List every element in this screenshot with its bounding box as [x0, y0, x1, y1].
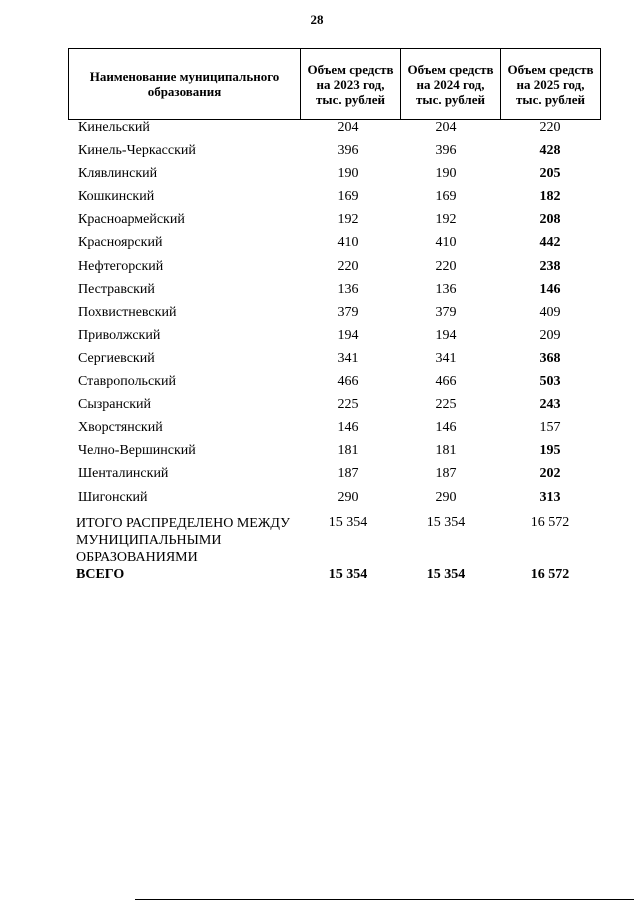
municipality-name: Сызранский [78, 397, 151, 413]
value-2025: 220 [539, 120, 561, 135]
table-row [0, 303, 634, 326]
table-row [0, 187, 634, 210]
value-2025: 442 [539, 235, 561, 251]
header-name-column: Наименование муниципального образования [69, 49, 301, 120]
table-row [0, 464, 634, 487]
table-row [0, 233, 634, 256]
value-2023: 190 [337, 166, 359, 182]
value-2025: 368 [539, 350, 561, 366]
table-row [0, 210, 634, 233]
value-2024: 194 [435, 327, 457, 343]
table-row [0, 164, 634, 187]
value-2023: 410 [337, 235, 359, 251]
value-2024: 181 [435, 443, 457, 459]
value-2024: 466 [435, 374, 457, 390]
grand-total-label: ВСЕГО [76, 567, 125, 582]
value-2025: 157 [539, 420, 561, 436]
total-2024-value: 15 354 [426, 515, 466, 530]
value-2023: 146 [337, 420, 359, 436]
table-row [0, 349, 634, 372]
municipality-name: Красноармейский [78, 212, 185, 228]
value-2024: 204 [435, 120, 457, 135]
table-row [0, 326, 634, 349]
municipality-name: Кинельский [78, 120, 150, 135]
grand-total-2024-value: 15 354 [426, 567, 466, 582]
value-2023: 194 [337, 327, 359, 343]
value-2023: 290 [337, 489, 359, 505]
value-2024: 341 [435, 350, 457, 366]
value-2024: 136 [435, 281, 457, 297]
value-2025: 208 [539, 212, 561, 228]
municipality-name: Нефтегорский [78, 258, 164, 274]
grand-total-2023-value: 15 354 [328, 567, 368, 582]
value-2025: 202 [539, 466, 561, 482]
value-2025: 209 [539, 327, 561, 343]
header-2023-column: Объем средств на 2023 год, тыс. рублей [301, 49, 401, 120]
header-2025-column: Объем средств на 2025 год, тыс. рублей [501, 49, 601, 120]
municipality-name: Приволжский [78, 327, 161, 343]
value-2023: 341 [337, 350, 359, 366]
municipality-name: Сергиевский [78, 350, 155, 366]
table-row [0, 141, 634, 164]
value-2024: 187 [435, 466, 457, 482]
value-2023: 169 [337, 189, 359, 205]
value-2024: 190 [435, 166, 457, 182]
table-row [0, 488, 634, 511]
municipality-name: Кинель-Черкасский [78, 143, 196, 159]
table-body [0, 118, 634, 511]
value-2024: 290 [435, 489, 457, 505]
value-2025: 182 [539, 189, 561, 205]
table-row [0, 418, 634, 441]
total-2025-value: 16 572 [530, 515, 570, 530]
table-row [0, 257, 634, 280]
municipality-name: Клявлинский [78, 166, 158, 182]
value-2024: 225 [435, 397, 457, 413]
table-row [0, 441, 634, 464]
table-header [68, 48, 601, 120]
table-row [0, 372, 634, 395]
value-2025: 428 [539, 143, 561, 159]
municipality-name: Хворстянский [78, 420, 163, 436]
municipality-name: Ставропольский [78, 374, 176, 390]
municipality-name: Похвистневский [78, 304, 177, 320]
value-2023: 220 [337, 258, 359, 274]
municipality-name: Пестравский [78, 281, 155, 297]
value-2025: 313 [539, 489, 561, 505]
header-2024-column: Объем средств на 2024 год, тыс. рублей [401, 49, 501, 120]
table-row [0, 395, 634, 418]
value-2025: 146 [539, 281, 561, 297]
value-2025: 409 [539, 304, 561, 320]
municipality-name: Шигонский [78, 489, 148, 505]
municipality-name: Шенталинский [78, 466, 169, 482]
grand-total-2025-value: 16 572 [530, 567, 570, 582]
value-2024: 379 [435, 304, 457, 320]
total-distributed-label: ИТОГО РАСПРЕДЕЛЕНО МЕЖДУ МУНИЦИПАЛЬНЫМИ ОБРАЗОВАНИЯМИ [76, 516, 290, 565]
municipality-name: Челно-Вершинский [78, 443, 196, 459]
value-2024: 220 [435, 258, 457, 274]
total-2023-value: 15 354 [328, 515, 368, 530]
value-2023: 225 [337, 397, 359, 413]
table-row [0, 118, 634, 141]
municipality-name: Кошкинский [78, 189, 155, 205]
value-2025: 205 [539, 166, 561, 182]
value-2023: 396 [337, 143, 359, 159]
value-2023: 466 [337, 374, 359, 390]
table-row [0, 280, 634, 303]
value-2023: 136 [337, 281, 359, 297]
value-2023: 204 [337, 120, 359, 135]
value-2023: 181 [337, 443, 359, 459]
value-2024: 169 [435, 189, 457, 205]
value-2025: 238 [539, 258, 561, 274]
value-2023: 379 [337, 304, 359, 320]
value-2023: 192 [337, 212, 359, 228]
page-number: 28 [310, 12, 324, 27]
value-2025: 243 [539, 397, 561, 413]
value-2024: 396 [435, 143, 457, 159]
value-2023: 187 [337, 466, 359, 482]
footer-divider [135, 899, 634, 900]
value-2024: 146 [435, 420, 457, 436]
value-2025: 195 [539, 443, 561, 459]
municipality-name: Красноярский [78, 235, 163, 251]
value-2024: 410 [435, 235, 457, 251]
value-2025: 503 [539, 374, 561, 390]
value-2024: 192 [435, 212, 457, 228]
